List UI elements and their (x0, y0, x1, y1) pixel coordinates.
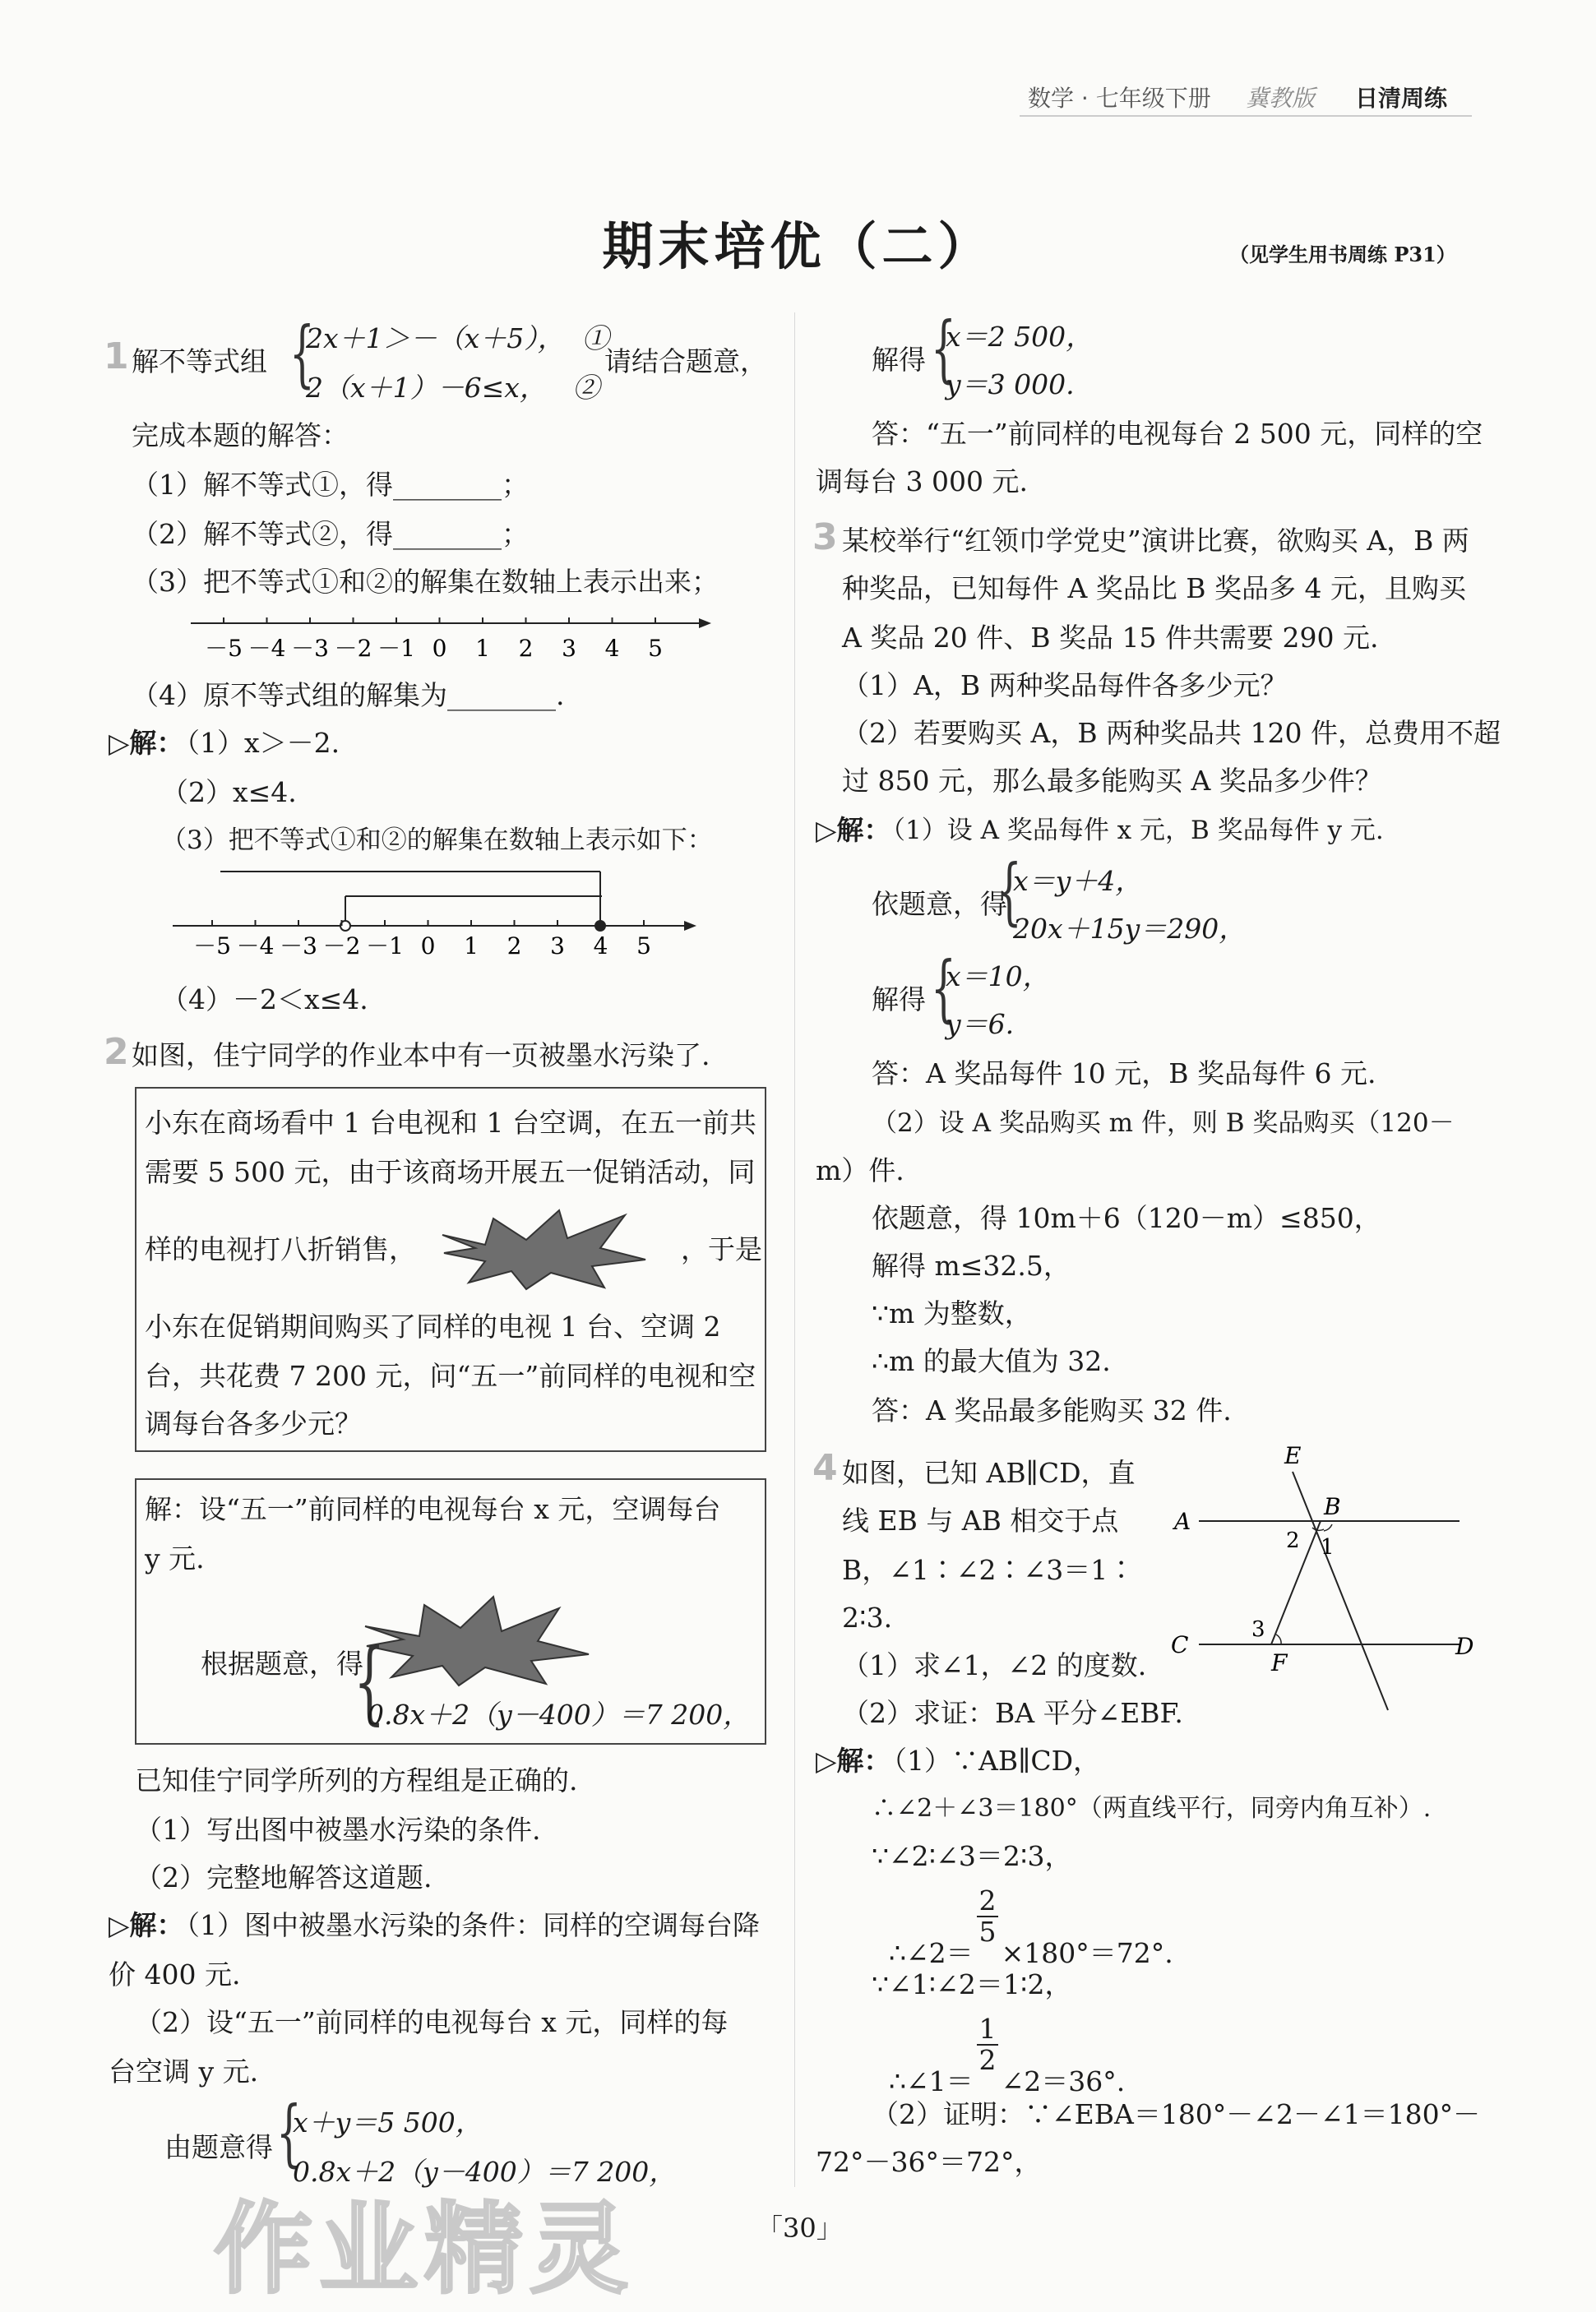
number-line-tick-label: 2 (518, 635, 534, 662)
q1-part-4: （4）原不等式组的解集为________. (132, 679, 565, 711)
number-line-tick-label: －2 (334, 635, 372, 662)
page-number: 「30」 (756, 2213, 843, 2244)
q1-number-line-blank (181, 608, 715, 666)
number-line-tick-label: 4 (604, 635, 620, 662)
q1-stem: 解不等式组 (132, 345, 267, 377)
q2-part-1: （1）写出图中被墨水污染的条件. (135, 1814, 541, 1846)
q3-equation-1: x＝y＋4， (1013, 865, 1143, 897)
label-C: C (1171, 1631, 1189, 1658)
q3-answer-1: 答：A 奖品每件 10 元，B 奖品每件 6 元. (872, 1057, 1376, 1089)
q2-box1-line-3: 样的电视打八折销售， (145, 1233, 416, 1265)
q3-solution-8: ∴m 的最大值为 32. (872, 1345, 1111, 1377)
q2-box2-line-1: 解：设“五一”前同样的电视每台 x 元，空调每台 (145, 1493, 721, 1525)
q1-solution-2: （2）x≤4. (161, 776, 297, 808)
right-answer-b: 调每台 3 000 元. (816, 465, 1028, 497)
question-1-number: 1 (104, 335, 129, 377)
page-title: 期末培优（二） (602, 216, 994, 276)
q2-box2-line-2: y 元. (145, 1542, 205, 1574)
number-line-tick-label: 5 (648, 635, 663, 662)
q2-after: 已知佳宁同学所列的方程组是正确的. (135, 1764, 578, 1796)
q1-solution-3: （3）把不等式①和②的解集在数轴上表示如下： (161, 825, 713, 855)
angle-1-label: 1 (1321, 1535, 1335, 1560)
q1-part-3: （3）把不等式①和②的解集在数轴上表示出来； (132, 566, 719, 598)
number-line-tick-label: 0 (420, 932, 436, 959)
q3-part-2a: （2）若要购买 A，B 两种奖品共 120 件，总费用不超 (842, 717, 1501, 749)
q2-equation-2: 0.8x＋2（y－400）＝7 200， (293, 2156, 677, 2188)
column-divider (794, 312, 795, 2187)
question-2-number: 2 (104, 1031, 129, 1073)
header-subject: 数学 · 七年级下册 (1028, 85, 1211, 112)
q1-part-1: （1）解不等式①，得________； (132, 469, 529, 501)
q2-box2-line-4: 0.8x＋2（y－400）＝7 200， (367, 1699, 751, 1731)
right-solve-brace: { (931, 306, 956, 391)
q3-result-1: x＝10， (946, 960, 1050, 992)
label-E: E (1284, 1442, 1302, 1469)
q4-line-4: 2∶3. (842, 1602, 893, 1634)
q4-solution-3: ∵∠2∶∠3＝2∶3， (872, 1840, 1072, 1872)
right-result-1: x＝2 500， (946, 321, 1094, 353)
ink-stain-1 (436, 1202, 650, 1292)
label-A: A (1174, 1508, 1191, 1535)
angle-3-label: 3 (1251, 1617, 1265, 1642)
header-series: 日清周练 (1355, 85, 1448, 112)
q4-line-1: 如图，已知 AB∥CD，直 (842, 1457, 1136, 1489)
q3-solution-1: （1）设 A 奖品每件 x 元，B 奖品每件 y 元. (880, 816, 1384, 845)
number-line-tick-label: 0 (432, 635, 447, 662)
ink-stain-2 (362, 1590, 592, 1689)
number-line-tick-label: 1 (475, 635, 490, 662)
number-line-tick-label: －3 (280, 932, 317, 959)
q3-line-2: 种奖品，已知每件 A 奖品比 B 奖品多 4 元，且购买 (842, 572, 1467, 604)
q2-solution-1a: （1）图中被墨水污染的条件：同样的空调每台降 (173, 1909, 760, 1941)
q4-geometry-figure (1159, 1439, 1497, 1718)
q2-solution-2a: （2）设“五一”前同样的电视每台 x 元，同样的每 (135, 2006, 729, 2038)
q3-solution-4b: m）件. (816, 1154, 904, 1186)
q2-solution-label: ▷解： (109, 1909, 184, 1941)
q2-part-2: （2）完整地解答这道题. (135, 1861, 433, 1894)
q1-inequality-1: 2x＋1＞－（x＋5）， ① (306, 322, 609, 354)
q3-result-2: y＝6. (946, 1008, 1015, 1040)
number-line-tick-label: －3 (291, 635, 329, 662)
q1-stem-c: 完成本题的解答： (132, 419, 349, 451)
watermark-bottom: 作业精灵 (214, 2193, 635, 2307)
q2-box1-line-4: ，于是 (681, 1233, 762, 1265)
q4-line-2: 线 EB 与 AB 相交于点 (842, 1505, 1119, 1537)
q3-answer-2: 答：A 奖品最多能购买 32 件. (872, 1394, 1232, 1427)
q4-solution-6: ∴∠1＝ 1 2 ∠2＝36°. (888, 2013, 1126, 2097)
q2-stem: 如图，佳宁同学的作业本中有一页被墨水污染了. (132, 1039, 710, 1071)
header-edition: 冀教版 (1246, 85, 1316, 112)
q1-number-line-solution (164, 863, 707, 962)
q3-solution-4a: （2）设 A 奖品购买 m 件，则 B 奖品购买（120－ (872, 1108, 1455, 1138)
number-line-tick-label: 3 (562, 635, 576, 662)
q2-solution-brace: { (276, 2090, 302, 2175)
q4-part-1: （1）求∠1，∠2 的度数. (842, 1649, 1147, 1681)
number-line-tick-label: －1 (366, 932, 404, 959)
number-line-tick-label: －4 (247, 635, 286, 662)
q3-solution-7: ∵m 为整数， (872, 1297, 1032, 1329)
label-B: B (1324, 1493, 1341, 1520)
right-result-2: y＝3 000. (946, 368, 1075, 400)
q2-solution-2b: 台空调 y 元. (109, 2055, 259, 2088)
q1-part-2: （2）解不等式②，得________； (132, 518, 529, 550)
q3-line-3: A 奖品 20 件、B 奖品 15 件共需要 290 元. (842, 622, 1379, 654)
number-line-tick-label: －4 (236, 932, 275, 959)
q2-solution-2c: 由题意得 (164, 2131, 273, 2163)
q3-part-2b: 过 850 元，那么最多能购买 A 奖品多少件？ (842, 765, 1382, 797)
q2-box1-line-5: 小东在促销期间购买了同样的电视 1 台、空调 2 (145, 1311, 721, 1343)
question-4-number: 4 (812, 1447, 838, 1489)
q4-solution-1: （1）∵AB∥CD， (880, 1745, 1101, 1777)
q3-solution-3: 解得 (872, 983, 926, 1015)
q4-solution-2: ∴∠2＋∠3＝180°（两直线平行，同旁内角互补）. (872, 1794, 1432, 1823)
q3-brace-2: { (931, 946, 956, 1030)
q1-inequality-2: 2（x＋1）－6≤x， ② (306, 372, 600, 404)
q4-solution-5: ∵∠1∶∠2＝1∶2， (872, 1968, 1072, 2000)
right-solve-label: 解得 (872, 344, 926, 376)
fraction-1-2: 1 2 (977, 2014, 998, 2075)
q2-box2-line-3: 根据题意，得 (201, 1648, 363, 1680)
q2-box1-line-2: 需要 5 500 元，由于该商场开展五一促销活动，同 (145, 1156, 756, 1188)
q3-equation-2: 20x＋15y＝290， (1013, 913, 1247, 945)
q1-solution-label: ▷解： (109, 727, 184, 759)
number-line-tick-label: －5 (205, 635, 243, 662)
number-line-tick-label: 3 (550, 932, 565, 959)
q2-equation-1: x＋y＝5 500， (293, 2106, 483, 2139)
q2-box1-line-7: 调每台各多少元？ (145, 1408, 362, 1440)
number-line-tick-label: －5 (193, 932, 231, 959)
q3-part-1: （1）A，B 两种奖品每件各多少元？ (842, 669, 1288, 701)
number-line-tick-label: 1 (464, 932, 479, 959)
number-line-tick-label: －2 (322, 932, 361, 959)
q4-solution-label: ▷解： (816, 1745, 891, 1777)
number-line-tick-label: －1 (377, 635, 415, 662)
q3-line-1: 某校举行“红领巾学党史”演讲比赛，欲购买 A，B 两 (842, 525, 1469, 557)
q4-solution-4: ∴∠2＝ 2 5 ×180°＝72°. (888, 1884, 1173, 1969)
q2-box1-line-1: 小东在商场看中 1 台电视和 1 台空调，在五一前共 (145, 1107, 756, 1139)
question-3-number: 3 (812, 516, 838, 558)
label-F: F (1271, 1649, 1288, 1676)
q3-brace-1: { (997, 849, 1022, 933)
fraction-2-5: 2 5 (977, 1886, 998, 1947)
number-line-tick-label: 2 (507, 932, 522, 959)
q1-brace: { (289, 311, 315, 395)
q2-box1-line-6: 台，共花费 7 200 元，问“五一”前同样的电视和空 (145, 1360, 756, 1392)
q1-number-line-ticks (205, 617, 663, 662)
header-rule (1020, 115, 1472, 117)
number-line-tick-label: 4 (593, 932, 608, 959)
q3-solution-5: 依题意，得 10m＋6（120－m）≤850， (872, 1202, 1381, 1234)
q1-solution-1: （1）x＞－2. (173, 727, 340, 759)
label-D: D (1455, 1633, 1474, 1660)
q4-solution-7b: 72°－36°＝72°， (816, 2146, 1042, 2178)
number-line-tick-label: 5 (636, 932, 651, 959)
q4-part-2: （2）求证：BA 平分∠EBF. (842, 1697, 1183, 1729)
q4-line-3: B，∠1∶∠2∶∠3＝1∶ (842, 1554, 1136, 1586)
q3-solution-label: ▷解： (816, 814, 891, 846)
q2-solution-1b: 价 400 元. (109, 1958, 241, 1991)
q1-stem-b: 请结合题意， (604, 345, 767, 377)
q4-solution-7a: （2）证明：∵∠EBA＝180°－∠2－∠1＝180°－ (872, 2098, 1481, 2130)
q1-solution-4: （4）－2＜x≤4. (161, 983, 368, 1015)
q3-solution-6: 解得 m≤32.5， (872, 1250, 1071, 1282)
angle-2-label: 2 (1286, 1528, 1300, 1553)
q2-box2-brace: { (354, 1629, 386, 1734)
q3-solution-2: 依题意，得 (872, 888, 1007, 920)
right-answer-a: 答：“五一”前同样的电视每台 2 500 元，同样的空 (872, 418, 1483, 450)
book-reference: （见学生用书周练 P31） (1229, 243, 1456, 266)
